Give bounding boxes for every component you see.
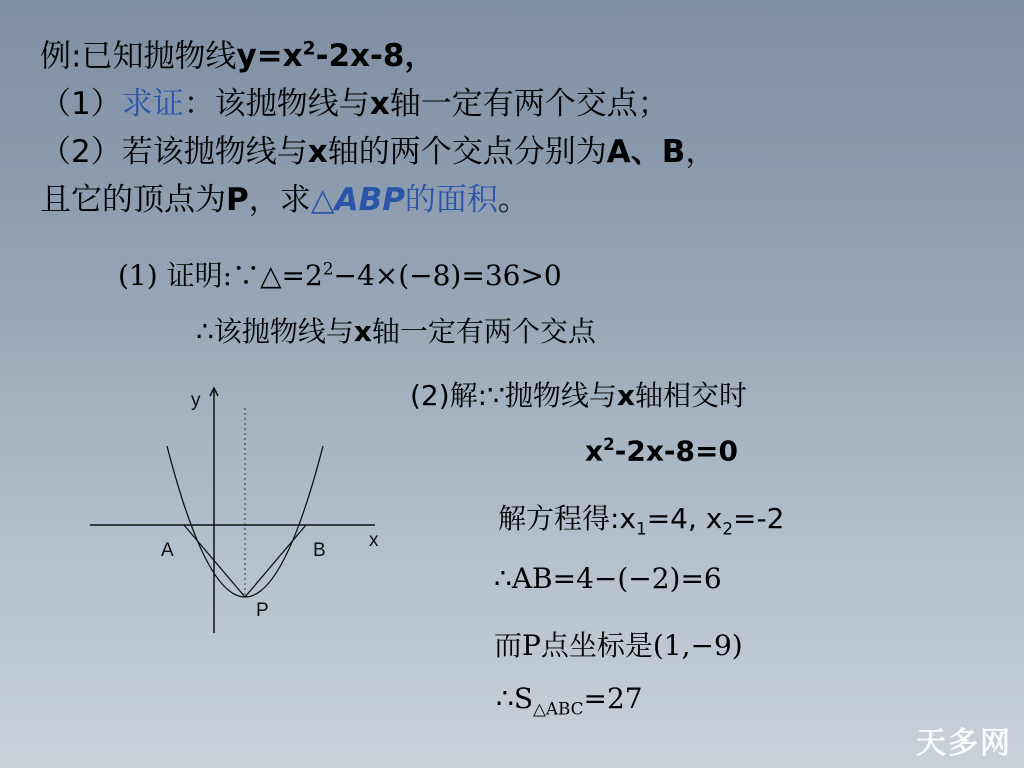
x-axis-label: x	[369, 530, 379, 551]
solution-area: $\therefore S_{\triangle ABC}=27$	[496, 682, 643, 719]
point-b-label: B	[313, 540, 326, 561]
problem-line-1	[40, 26, 716, 80]
part2-target: △ABP的面积	[310, 182, 498, 219]
solution-line-1: (2)解:∵抛物线与x轴相交时	[410, 379, 747, 412]
part2-number: （2）	[40, 134, 122, 171]
proof-line-1: (1) 证明$:\because\triangle=2^2-4\times(-8)=36>0$	[118, 258, 562, 292]
solution-roots: 解方程得$:x_1=4$, $x_2=-2$	[498, 502, 785, 539]
problem-statement	[40, 26, 716, 224]
solution-ab-length: ∴AB=4−(−2)=6	[494, 562, 722, 595]
watermark: 天多网	[916, 726, 1012, 761]
problem-line-4: 且它的顶点为P，求△ABP的面积。	[40, 182, 529, 219]
parabola-graph	[85, 378, 395, 648]
solution-equation: $x^2-2x-8=0$	[585, 434, 738, 468]
problem-intro: 例:已知抛物线	[40, 38, 237, 75]
solution-p-coordinate: 而P点坐标是(1,−9)	[494, 629, 743, 662]
point-a-label: A	[161, 540, 174, 561]
equation: $y=x^2-2x-8$，	[236, 38, 436, 75]
part1-keyword: 求证	[121, 86, 184, 123]
segment-bp	[245, 525, 306, 597]
y-axis-label: y	[191, 390, 201, 411]
problem-line-2: （1）求证：该抛物线与x轴一定有两个交点；	[40, 86, 669, 123]
proof-line-2: ∴该抛物线与x轴一定有两个交点	[196, 315, 596, 348]
part1-number: （1）	[40, 86, 122, 123]
problem-line-3: （2）若该抛物线与x轴的两个交点分别为A、B，	[40, 134, 717, 171]
point-p-label: P	[256, 600, 269, 621]
